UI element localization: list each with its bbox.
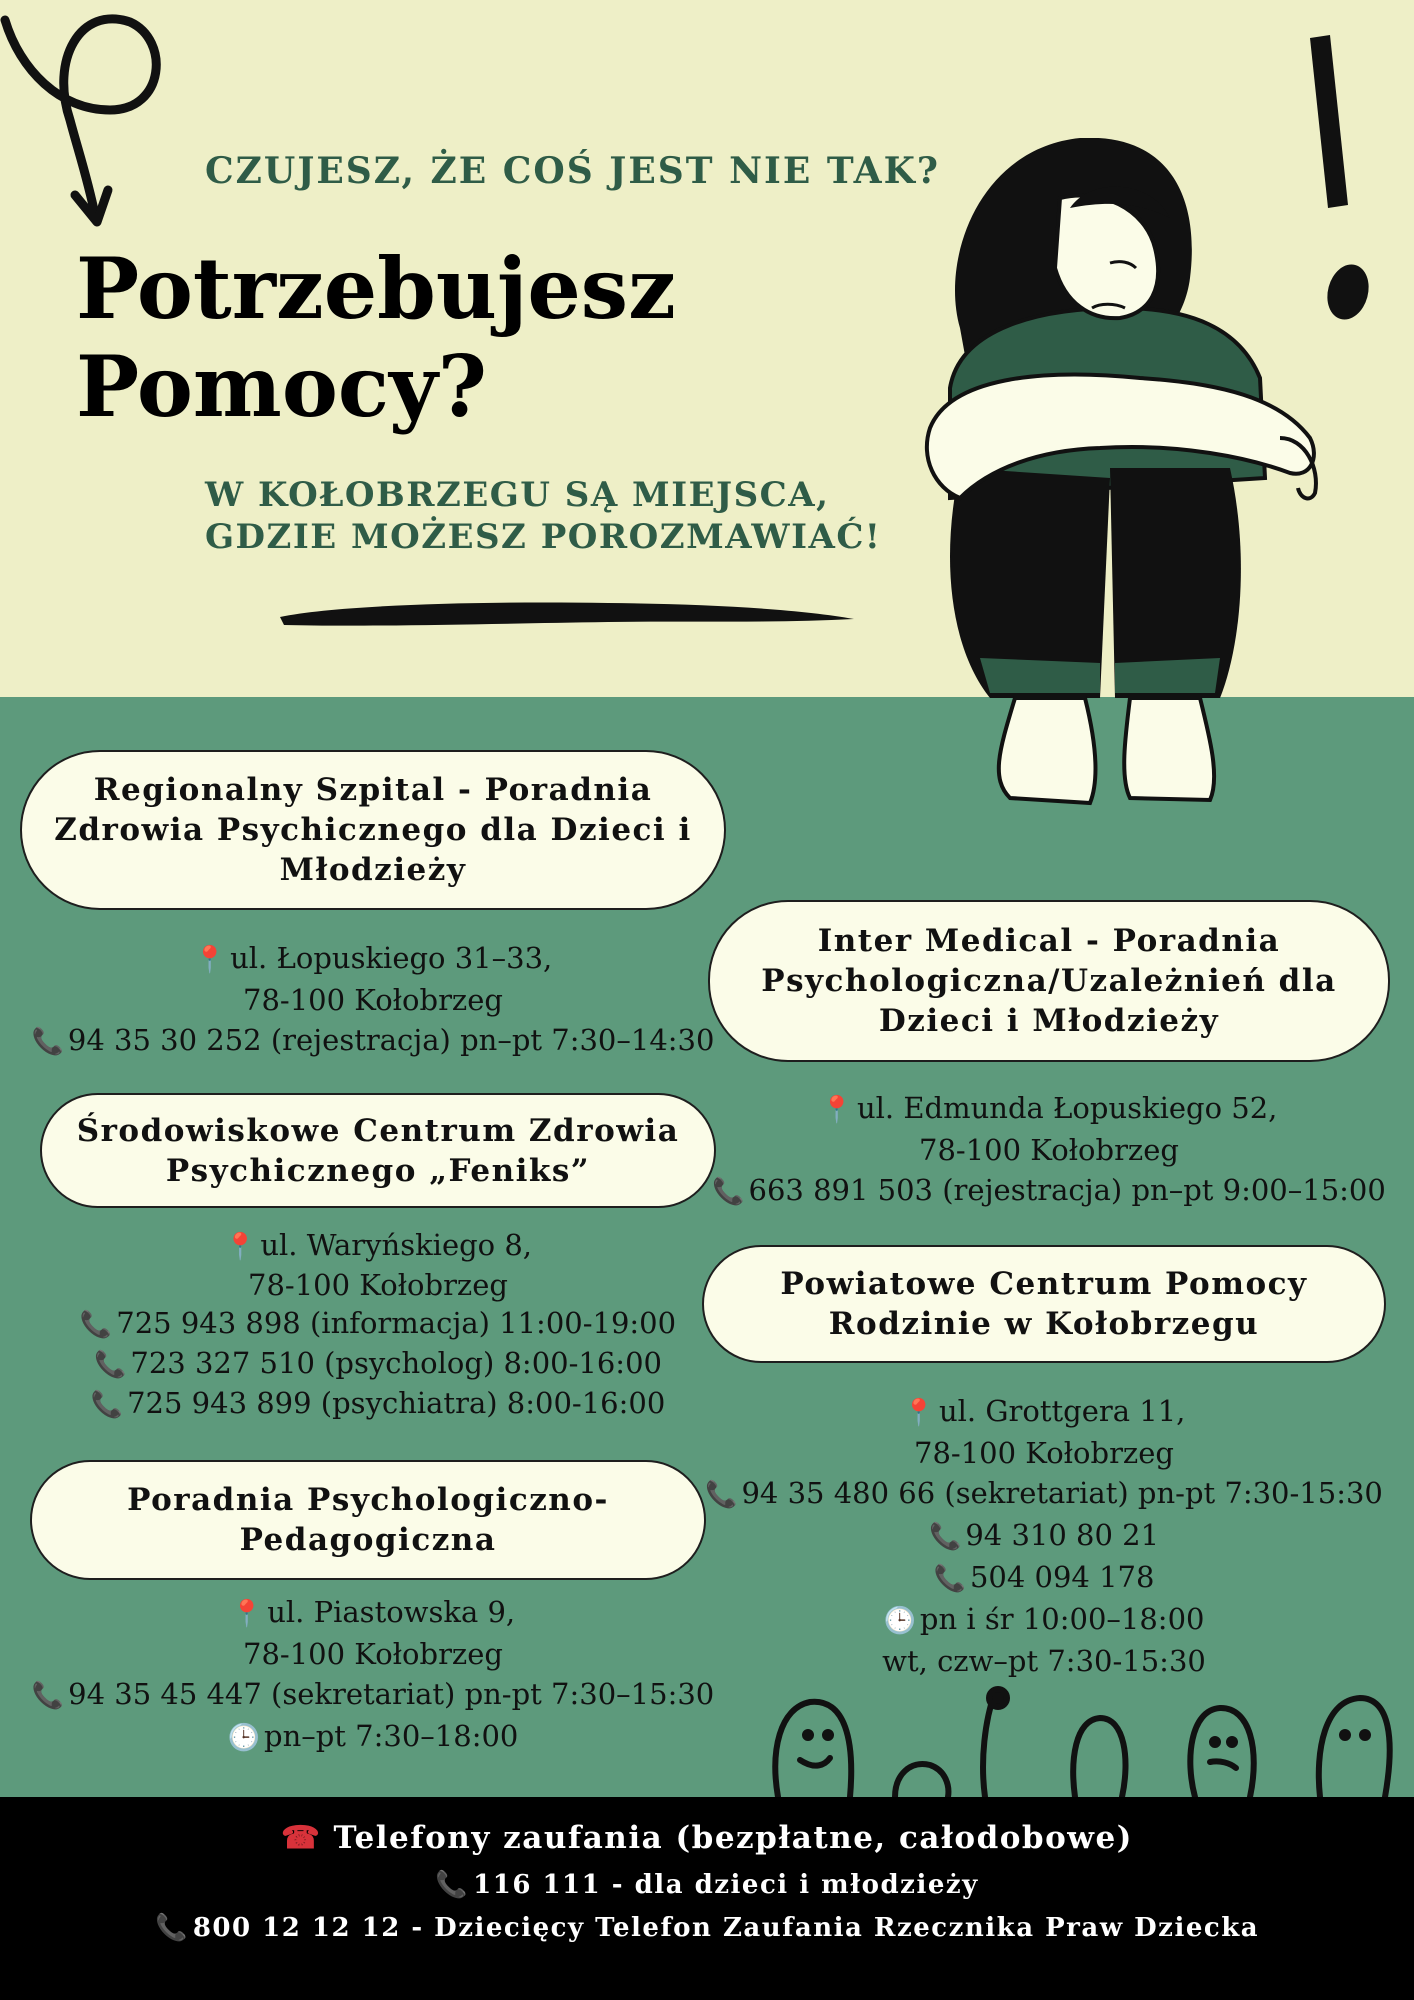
clock-icon: 🕒 — [883, 1606, 916, 1636]
hotlines-title-text: Telefony zaufania (bezpłatne, całodobowe) — [333, 1820, 1133, 1856]
phone-number: 94 310 80 21 — [965, 1518, 1160, 1552]
phone-number: 723 327 510 (psycholog) 8:00-16:00 — [130, 1346, 662, 1380]
title-line-1: Potrzebujesz — [76, 239, 676, 338]
subtitle-line-2: GDZIE MOŻESZ POROZMAWIAĆ! — [205, 517, 882, 557]
phone-icon: 📞 — [435, 1870, 470, 1900]
city-line: 78-100 Kołobrzeg — [248, 1268, 508, 1302]
pin-icon: 📍 — [230, 1599, 264, 1629]
phone-number: 504 094 178 — [969, 1560, 1155, 1594]
curly-arrow-icon — [0, 0, 180, 240]
doodle-faces-illustration — [770, 1680, 1414, 1797]
hotline-1 — [0, 1870, 1414, 1900]
opening-hours: pn–pt 7:30–18:00 — [264, 1719, 519, 1753]
phone-icon: 📞 — [31, 1681, 65, 1711]
phone-number: 94 35 30 252 (rejestracja) pn–pt 7:30–14:30 — [67, 1023, 715, 1057]
question-heading: CZUJESZ, ŻE COŚ JEST NIE TAK? — [205, 150, 940, 192]
phone-line — [20, 1020, 726, 1062]
place-title-poradnia-pp: Poradnia Psychologiczno-Pedagogiczna — [30, 1460, 706, 1580]
phone-line — [40, 1304, 716, 1344]
city-line: 78-100 Kołobrzeg — [243, 983, 503, 1017]
city-line: 78-100 Kołobrzeg — [914, 1436, 1174, 1470]
phone-line — [702, 1473, 1386, 1515]
place-info-regionalny-szpital — [20, 938, 726, 1062]
phone-line — [702, 1515, 1386, 1557]
street-address: ul. Grottgera 11, — [938, 1394, 1186, 1428]
hours-line — [20, 1716, 726, 1758]
place-title-regionalny-szpital: Regionalny Szpital - Poradnia Zdrowia Psychicznego dla Dzieci i Młodzieży — [20, 750, 726, 910]
pin-icon: 📍 — [223, 1232, 257, 1262]
hours-line: wt, czw–pt 7:30-15:30 — [882, 1644, 1206, 1678]
phone-number: 725 943 898 (informacja) 11:00-19:00 — [116, 1306, 677, 1340]
phone-number: 725 943 899 (psychiatra) 8:00-16:00 — [127, 1386, 666, 1420]
phone-icon: 📞 — [154, 1913, 189, 1943]
hotline-2 — [0, 1913, 1414, 1943]
title-line-2: Pomocy? — [76, 337, 488, 436]
phone-icon: 📞 — [94, 1350, 127, 1380]
address-line — [708, 1088, 1390, 1130]
subtitle — [205, 474, 881, 558]
phone-icon: 📞 — [79, 1310, 113, 1340]
phone-line — [20, 1674, 726, 1716]
street-address: ul. Piastowska 9, — [267, 1595, 516, 1629]
phone-line — [702, 1557, 1386, 1599]
place-info-inter-medical — [708, 1088, 1390, 1212]
pin-icon: 📍 — [820, 1095, 853, 1125]
phone-line — [40, 1384, 716, 1424]
phone-line — [708, 1170, 1390, 1212]
page-title — [76, 240, 676, 436]
pin-icon: 📍 — [193, 945, 227, 975]
place-title-pcpr: Powiatowe Centrum Pomocy Rodzinie w Kołobrzegu — [702, 1245, 1386, 1363]
street-address: ul. Waryńskiego 8, — [260, 1228, 533, 1262]
place-title-inter-medical: Inter Medical - Poradnia Psychologiczna/Uzależnień dla Dzieci i Młodzieży — [708, 900, 1390, 1062]
phone-number: 663 891 503 (rejestracja) pn–pt 9:00–15:00 — [748, 1173, 1386, 1207]
phone-number: 94 35 480 66 (sekretariat) pn-pt 7:30-15:30 — [741, 1476, 1383, 1510]
street-address: ul. Edmunda Łopuskiego 52, — [856, 1091, 1278, 1125]
place-info-poradnia-pp — [20, 1592, 726, 1758]
place-title-feniks: Środowiskowe Centrum Zdrowia Psychicznego „Feniks” — [40, 1093, 716, 1208]
clock-icon: 🕒 — [227, 1723, 260, 1753]
city-line: 78-100 Kołobrzeg — [919, 1133, 1179, 1167]
address-line — [20, 938, 726, 980]
opening-hours: pn i śr 10:00–18:00 — [919, 1602, 1205, 1636]
telephone-icon: ☎ — [281, 1820, 322, 1856]
address-line — [702, 1391, 1386, 1433]
phone-icon: 📞 — [90, 1390, 124, 1420]
address-line — [20, 1592, 726, 1634]
sad-girl-illustration — [920, 138, 1340, 828]
brush-stroke-divider — [278, 595, 858, 635]
city-line: 78-100 Kołobrzeg — [243, 1637, 503, 1671]
phone-icon: 📞 — [712, 1177, 745, 1207]
phone-number: 94 35 45 447 (sekretariat) pn-pt 7:30–15:30 — [68, 1677, 715, 1711]
phone-icon: 📞 — [705, 1480, 738, 1510]
street-address: ul. Łopuskiego 31–33, — [230, 941, 553, 975]
phone-icon: 📞 — [31, 1027, 64, 1057]
phone-line — [40, 1344, 716, 1384]
subtitle-line-1: W KOŁOBRZEGU SĄ MIEJSCA, — [205, 475, 830, 515]
pin-icon: 📍 — [902, 1398, 935, 1428]
phone-icon: 📞 — [928, 1522, 962, 1552]
hotline-1-text: 116 111 - dla dzieci i młodzieży — [473, 1870, 979, 1900]
phone-icon: 📞 — [933, 1564, 966, 1594]
place-info-feniks — [40, 1226, 716, 1424]
hotlines-title — [0, 1820, 1414, 1856]
place-info-pcpr — [702, 1391, 1386, 1681]
address-line — [40, 1226, 716, 1266]
hotline-2-text: 800 12 12 12 - Dziecięcy Telefon Zaufania Rzecznika Praw Dziecka — [192, 1913, 1260, 1943]
hours-line — [702, 1599, 1386, 1641]
